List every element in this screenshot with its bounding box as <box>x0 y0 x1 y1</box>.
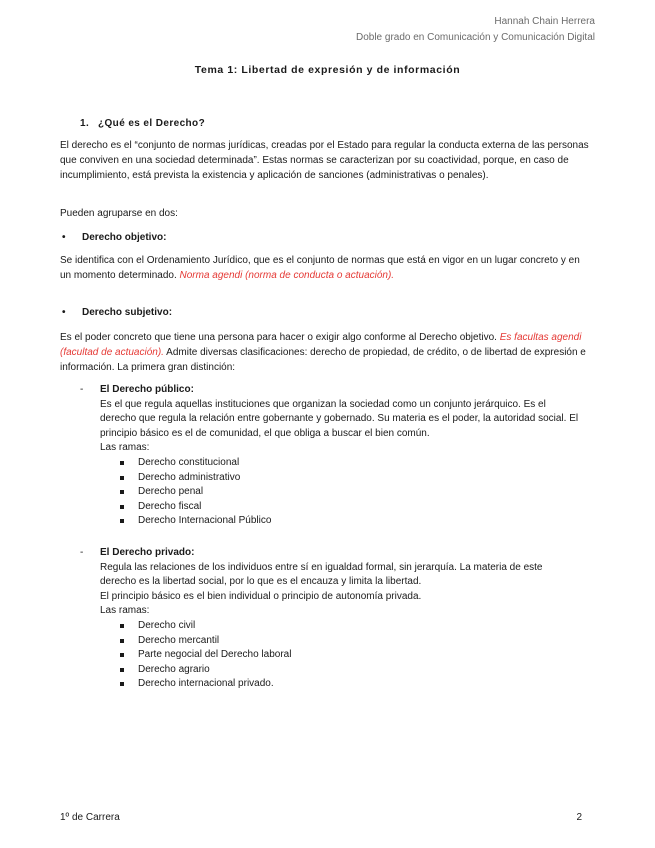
section-number: 1. <box>80 118 90 129</box>
list-item: Derecho internacional privado. <box>100 677 580 692</box>
subjetivo-paragraph <box>60 330 590 375</box>
section-heading-text: ¿Qué es el Derecho? <box>98 118 206 129</box>
publico-block <box>80 383 580 529</box>
header-degree: Doble grado en Comunicación y Comunicación Digital <box>355 32 595 43</box>
intro-paragraph <box>60 138 590 183</box>
privado-text: Regula las relaciones de los individuos entre sí en igualdad formal, sin jerarquía. La materia de este derecho es la libertad social, por lo que es el encauza y limita la libertad. <box>100 561 543 588</box>
privado-ramas-label: Las ramas: <box>100 605 150 617</box>
bullet-icon: • <box>62 307 66 318</box>
objetivo-heading-text: Derecho objetivo: <box>82 232 167 243</box>
objetivo-text: Se identifica con el Ordenamiento Jurídico, que es el conjunto de normas que está en vigor en un lugar concreto y en un momento determinado. <box>60 255 580 281</box>
objetivo-heading <box>60 232 166 243</box>
list-item: Derecho administrativo <box>100 471 580 486</box>
page-header <box>356 14 595 46</box>
list-item: Derecho fiscal <box>100 500 580 515</box>
list-item: Derecho agrario <box>100 663 580 678</box>
list-item: Derecho Internacional Público <box>100 514 580 529</box>
subjetivo-heading <box>60 307 172 318</box>
publico-heading: El Derecho público: <box>100 384 194 395</box>
objetivo-paragraph <box>60 253 590 283</box>
header-author: Hannah Chain Herrera <box>494 16 595 27</box>
privado-block <box>80 546 580 692</box>
list-item: Derecho penal <box>100 485 580 500</box>
list-item: Derecho mercantil <box>100 634 580 649</box>
subjetivo-text-after: Admite diversas clasificaciones: derecho de propiedad, de crédito, o de libertad de expresión e información. La primera gran distinción: <box>60 347 586 373</box>
objetivo-latin: Norma agendi (norma de conducta o actuación). <box>179 270 395 281</box>
privado-ramas-list <box>100 619 580 692</box>
groups-intro <box>60 206 590 221</box>
groups-intro-text: Pueden agruparse en dos: <box>60 208 178 219</box>
dash-marker: - <box>80 547 84 558</box>
privado-heading: El Derecho privado: <box>100 547 195 558</box>
list-item: Parte negocial del Derecho laboral <box>100 648 580 663</box>
list-item: Derecho civil <box>100 619 580 634</box>
dash-marker: - <box>80 384 84 395</box>
bullet-icon: • <box>62 232 66 243</box>
privado-principle: El principio básico es el bien individual o principio de autonomía privada. <box>100 590 422 602</box>
document-title: Tema 1: Libertad de expresión y de información <box>194 64 461 76</box>
list-item: Derecho constitucional <box>100 456 580 471</box>
section-heading <box>80 118 205 129</box>
intro-text: El derecho es el “conjunto de normas jurídicas, creadas por el Estado para regular la conducta externa de las personas que conviven en una sociedad determinada”. Estas normas se caracterizan por su coactividad, porque, en caso de incumplimiento, está prevista la existencia y aplicación de sanciones (administrativas o penales). <box>60 140 589 181</box>
footer-course: 1º de Carrera <box>60 812 120 823</box>
footer-page-number: 2 <box>576 812 582 823</box>
publico-ramas-label: Las ramas: <box>100 442 150 454</box>
publico-text: Es el que regula aquellas instituciones que organizan la sociedad como un conjunto jerárquico. Es el derecho que regula la relación entre gobernante y gobernado. Su materia es el poder, la autoridad social. El principio básico es el de comunidad, el que obliga a buscar el bien común. <box>100 398 579 439</box>
publico-ramas-list <box>100 456 580 529</box>
subjetivo-text-before: Es el poder concreto que tiene una persona para hacer o exigir algo conforme al Derecho objetivo. <box>60 332 500 343</box>
subjetivo-latin: Es facultas agendi (facultad de actuación). <box>60 332 582 358</box>
subjetivo-heading-text: Derecho subjetivo: <box>82 307 173 318</box>
